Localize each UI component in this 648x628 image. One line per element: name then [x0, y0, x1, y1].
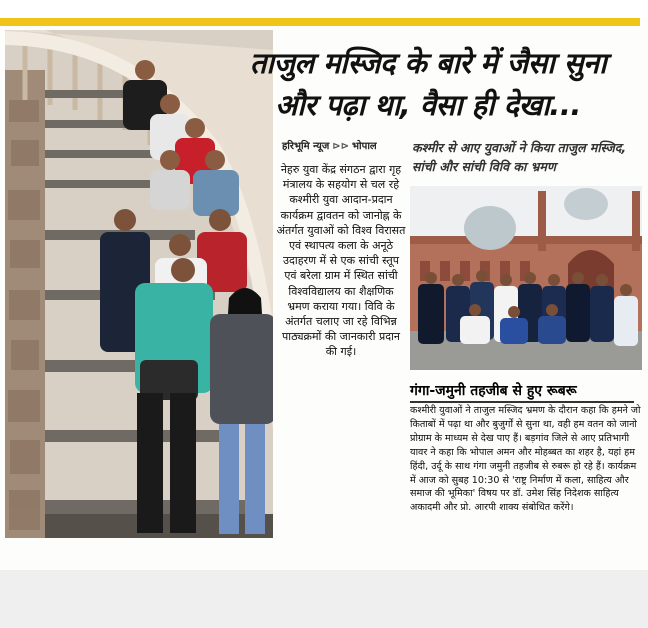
byline-source: हरिभूमि न्यूज — [282, 141, 330, 152]
headline — [214, 42, 642, 126]
headline-line-1: ताजुल मस्जिद के बारे में जैसा सुना — [249, 46, 607, 80]
byline-city: भोपाल — [352, 141, 377, 152]
group-photo-mosque — [410, 186, 642, 370]
section-body: कश्मीरी युवाओं ने ताजुल मस्जिद भ्रमण के दौरान कहा कि हमने जो किताबों में पढ़ा था और बुजुर्गों से सुना था, वही हम वतन को जानो प्रोग्राम के माध्यम से देख पाए हैं। बड़गांव जिले से आए प्रतिभागी यावर ने कहा कि भोपाल अमन और मोहब्बत का शहर है, यहां हम हिंदी, उर्दू के साथ गंगा जमुनी तहजीब से रुबरू हो रहे हैं। कार्यक्रम में आज को सुबह 10:30 से 'राष्ट्र निर्माण में कला, साहित्य और समाज की भूमिका' विषय पर डॉ. उमेश सिंह निदेशक साहित्य अकादमी और प्रो. आरपी शाक्य संबोधित करेंगे। — [410, 405, 641, 514]
headline-line-2: और पढ़ा था, वैसा ही देखा... — [275, 88, 581, 122]
left-column-text: नेहरु युवा केंद्र संगठन द्वारा गृह मंत्रालय के सहयोग से चल रहे कश्मीरी युवा आदान-प्रदान कार्यक्रम द्वावतन को जानोह्न के अंतर्गत युवाओं को विश्व विरासत एवं स्थापत्य कला के अनूठे उदाहरण में से एक सांची स्तूप एवं बरेला ग्राम में स्थित सांची विश्वविद्यालय का शैक्षणिक भ्रमण कराया गया। विवि के अंतर्गत चलाए जा रहे विभिन्न पाठ्यक्रमों की जानकारी प्रदान की गई। — [276, 163, 406, 359]
accent-bar — [0, 18, 640, 26]
byline — [282, 138, 402, 152]
byline-separator-icon: ⊳⊳ — [332, 141, 350, 152]
top-margin — [0, 0, 648, 18]
section-heading: गंगा-जमुनी तहजीब से हुए रूबरू — [410, 381, 634, 403]
subheadline: कश्मीर से आए युवाओं ने किया ताजुल मस्जिद, सांची और सांची विवि का भ्रमण — [412, 140, 627, 174]
page-footer — [0, 570, 648, 628]
